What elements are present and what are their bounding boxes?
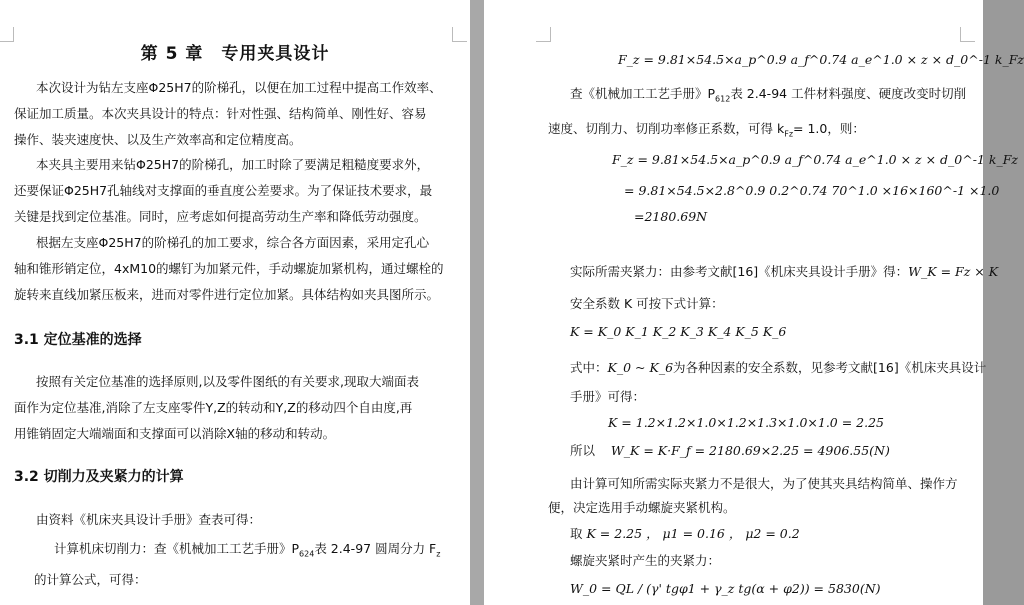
paragraph-line: 操作、装夹速度快、以及生产效率高和定位精度高。 [14, 132, 302, 147]
page-gutter [470, 0, 484, 605]
text-span: 表 2.4-97 圆周分力 F [314, 541, 437, 556]
paragraph-line: 便，决定选用手动螺旋夹紧机构。 [548, 500, 736, 515]
paragraph-line: 关键是找到定位基准。同时，应考虑如何提高劳动生产率和降低劳动强度。 [14, 209, 427, 224]
text-span: 式中： [570, 360, 608, 375]
paragraph-line: 的计算公式，可得： [34, 572, 147, 587]
formula-fz-3: = 9.81×54.5×2.8^0.9 0.2^0.74 70^1.0 ×16×160^-1 ×1.0 [624, 183, 1000, 198]
text-span: = 1.0，则： [793, 121, 865, 136]
chapter-title: 第 5 章 专用夹具设计 [140, 44, 330, 64]
paragraph-line: 按照有关定位基准的选择原则,以及零件图纸的有关要求,现取大端面表 [36, 374, 419, 389]
text-span: 为各种因素的安全系数，见参考文献[16]《机床夹具设计 [673, 360, 987, 375]
document-page-right [484, 0, 1024, 605]
text-span: 查《机械加工工艺手册》P [570, 86, 716, 101]
paragraph-line: 根据左支座Φ25H7的阶梯孔的加工要求，综合各方面因素，采用定孔心 [36, 235, 430, 250]
text-span: 表 2.4-94 工件材料强度、硬度改变时切削 [730, 86, 967, 101]
formula-fz: F_z = 9.81×54.5×a_p^0.9 a_f^0.74 a_e^1.0 × z × d_0^-1 k_Fz [618, 52, 1024, 67]
paragraph-line [570, 86, 966, 102]
paragraph-line: 螺旋夹紧时产生的夹紧力： [570, 553, 721, 568]
paragraph-line: 由计算可知所需实际夹紧力不是很大，为了使其夹具结构简单、操作方 [570, 476, 958, 491]
document-page-left [0, 0, 470, 605]
subscript: z [436, 549, 441, 559]
paragraph-line: 轴和锥形销定位，4xM10的螺钉为加紧元件，手动螺旋加紧机构，通过螺栓的 [14, 261, 444, 276]
formula-k-value: K = 1.2×1.2×1.0×1.2×1.3×1.0×1.0 = 2.25 [608, 415, 885, 430]
formula-wk-value: W_K = K·F_f = 2180.69×2.25 = 4906.55(N) [610, 443, 890, 458]
paragraph-line: 手册》可得： [570, 389, 646, 404]
paragraph-line: 本次设计为钻左支座Φ25H7的阶梯孔，以便在加工过程中提高工作效率、 [36, 80, 442, 95]
formula-k: K = K_0 K_1 K_2 K_3 K_4 K_5 K_6 [570, 324, 787, 339]
paragraph-line: 还要保证Φ25H7孔轴线对支撑面的垂直度公差要求。为了保证技术要求，最 [14, 183, 433, 198]
formula-fz-result: =2180.69N [634, 209, 708, 224]
crop-mark-top-right [960, 27, 975, 42]
paragraph-line: 本夹具主要用来钻Φ25H7的阶梯孔，加工时除了要满足粗糙度要求外， [36, 157, 430, 172]
text-span: 取 [570, 526, 583, 541]
subscript: 624 [299, 549, 315, 559]
paragraph-line [570, 360, 986, 376]
paragraph-line [570, 526, 800, 542]
crop-mark-top-left [536, 27, 551, 42]
subscript: 612 [715, 94, 731, 104]
paragraph-line: 由资料《机床夹具设计手册》查表可得： [36, 512, 262, 527]
paragraph-line [54, 541, 440, 557]
paragraph-line [548, 121, 865, 137]
text-span: 实际所需夹紧力：由参考文献[16]《机床夹具设计手册》得： [570, 264, 909, 279]
text-span: 速度、切削力、切削功率修正系数，可得 k [548, 121, 785, 136]
section-heading-3-2: 3.2 切削力及夹紧力的计算 [14, 469, 184, 485]
formula-k-range: K_0 ~ K_6 [607, 360, 674, 375]
subscript: Fz [784, 129, 794, 139]
paragraph-line: 保证加工质量。本次夹具设计的特点：针对性强、结构简单、刚性好、容易 [14, 106, 427, 121]
formula-fz-2: F_z = 9.81×54.5×a_p^0.9 a_f^0.74 a_e^1.0 × z × d_0^-1 k_Fz [612, 152, 1018, 167]
paragraph-line: 旋转来直线加紧压板来，进而对零件进行定位加紧。具体结构如夹具图所示。 [14, 287, 440, 302]
formula-w0: W_0 = QL / (γ' tgφ1 + γ_z tg(α + φ2)) = 5830(N) [570, 581, 881, 596]
formula-wk: W_K = Fz × K [908, 264, 999, 279]
formula-take-values: K = 2.25 ， μ1 = 0.16 ， μ2 = 0.2 [586, 526, 800, 541]
paragraph-line [570, 264, 998, 280]
paragraph-line [570, 443, 890, 459]
text-span: 所以 [570, 443, 596, 458]
paragraph-line: 安全系数 K 可按下式计算： [570, 296, 724, 311]
section-heading-3-1: 3.1 定位基准的选择 [14, 332, 142, 348]
paragraph-line: 面作为定位基准,消除了左支座零件Y,Z的转动和Y,Z的移动四个自由度,再 [14, 400, 413, 415]
paragraph-line: 用锥销固定大端端面和支撑面可以消除X轴的移动和转动。 [14, 426, 336, 441]
text-span: 计算机床切削力：查《机械加工工艺手册》P [54, 541, 300, 556]
